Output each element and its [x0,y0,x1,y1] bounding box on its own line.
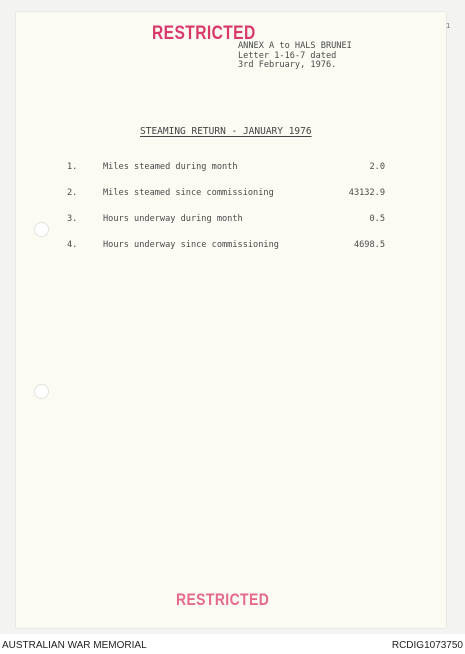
annex-line-3: 3rd February, 1976. [238,60,337,70]
row-value: 43132.9 [348,188,385,198]
footer-record-id: RCDIG1073750 [391,640,463,651]
row-value: 0.5 [369,214,385,224]
row-number: 2. [67,188,78,198]
row-value: 4698.5 [353,240,385,250]
row-value: 2.0 [369,162,385,172]
document-heading: STEAMING RETURN - JANUARY 1976 [140,126,312,137]
restricted-stamp-bottom: RESTRICTED [176,590,270,609]
footer-source: AUSTRALIAN WAR MEMORIAL [2,640,147,651]
document-page [16,12,446,628]
row-label: Hours underway since commissioning [103,240,279,250]
row-label: Miles steamed since commissioning [103,188,274,198]
row-number: 4. [67,240,78,250]
annex-line-1: ANNEX A to HALS BRUNEI [238,41,352,51]
punch-hole-bottom [34,384,49,399]
restricted-stamp-top: RESTRICTED [152,23,256,44]
row-label: Miles steamed during month [103,162,238,172]
annex-line-2: Letter 1-16-7 dated [238,51,337,61]
page-number: 1 [446,22,451,30]
row-number: 3. [67,214,78,224]
row-label: Hours underway during month [103,214,243,224]
row-number: 1. [67,162,78,172]
punch-hole-top [34,222,49,237]
